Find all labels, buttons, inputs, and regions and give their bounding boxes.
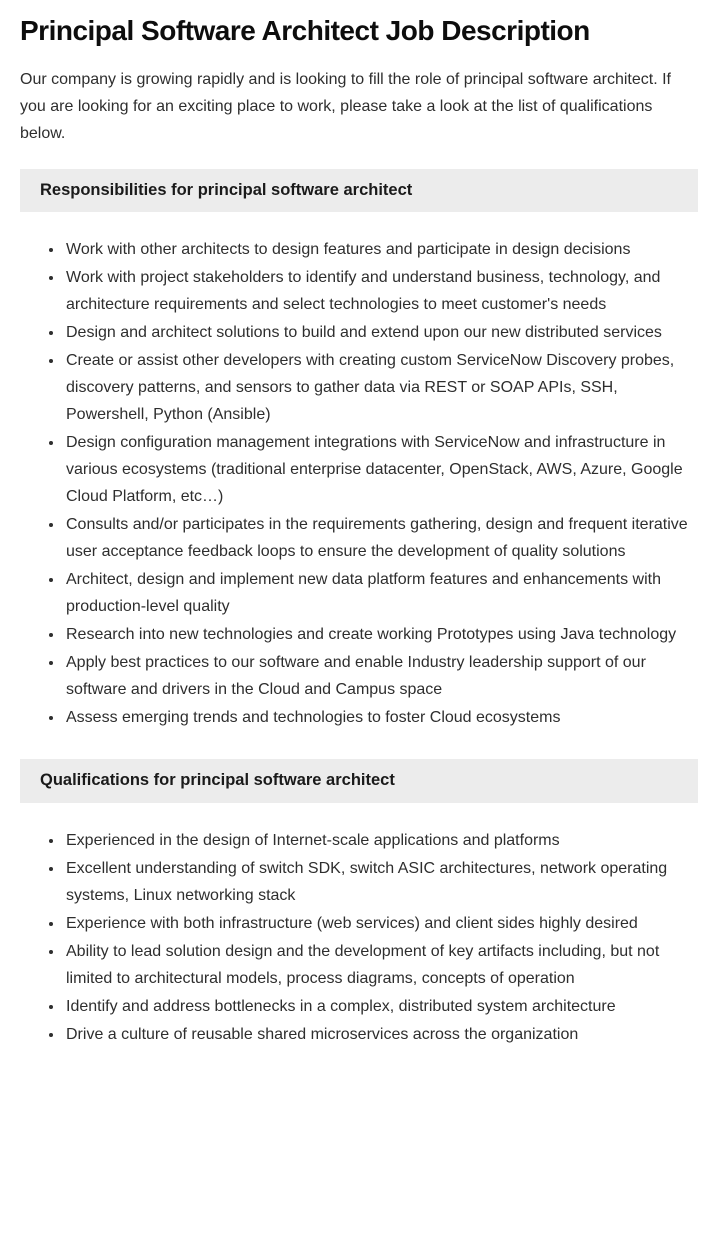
list-item: • Design and architect solutions to build and extend upon our new distributed services <box>64 319 698 346</box>
qualifications-list <box>20 827 698 1048</box>
list-item: • Architect, design and implement new data platform features and enhancements with production-level quality <box>64 566 698 620</box>
intro-paragraph: Our company is growing rapidly and is looking to fill the role of principal software architect. If you are looking for an exciting place to work, please take a look at the list of qualifications below. <box>20 70 671 142</box>
page-title: Principal Software Architect Job Description <box>20 15 590 46</box>
list-item: • Experience with both infrastructure (web services) and client sides highly desired <box>64 910 698 937</box>
responsibilities-list <box>20 236 698 731</box>
list-item: • Work with other architects to design features and participate in design decisions <box>64 236 698 263</box>
list-item: • Excellent understanding of switch SDK, switch ASIC architectures, network operating systems, Linux networking stack <box>64 855 698 909</box>
list-item: • Experienced in the design of Internet-scale applications and platforms <box>64 827 698 854</box>
list-item: • Create or assist other developers with creating custom ServiceNow Discovery probes, discovery patterns, and sensors to gather data via REST or SOAP APIs, SSH, Powershell, Python (Ansible) <box>64 347 698 428</box>
qualifications-heading: Qualifications for principal software architect <box>20 759 698 803</box>
list-item: • Work with project stakeholders to identify and understand business, technology, and architecture requirements and select technologies to meet customer's needs <box>64 264 698 318</box>
responsibilities-heading: Responsibilities for principal software architect <box>20 169 698 213</box>
list-item: • Design configuration management integrations with ServiceNow and infrastructure in various ecosystems (traditional enterprise datacenter, OpenStack, AWS, Azure, Google Cloud Platform, etc…) <box>64 429 698 510</box>
list-item: • Assess emerging trends and technologies to foster Cloud ecosystems <box>64 704 698 731</box>
list-item: • Identify and address bottlenecks in a complex, distributed system architecture <box>64 993 698 1020</box>
qualifications-section <box>20 759 698 1048</box>
list-item: • Research into new technologies and create working Prototypes using Java technology <box>64 621 698 648</box>
list-item: • Ability to lead solution design and the development of key artifacts including, but not limited to architectural models, process diagrams, concepts of operation <box>64 938 698 992</box>
list-item: • Consults and/or participates in the requirements gathering, design and frequent iterative user acceptance feedback loops to ensure the development of quality solutions <box>64 511 698 565</box>
list-item: • Apply best practices to our software and enable Industry leadership support of our software and drivers in the Cloud and Campus space <box>64 649 698 703</box>
list-item: • Drive a culture of reusable shared microservices across the organization <box>64 1021 698 1048</box>
responsibilities-section <box>20 169 698 732</box>
